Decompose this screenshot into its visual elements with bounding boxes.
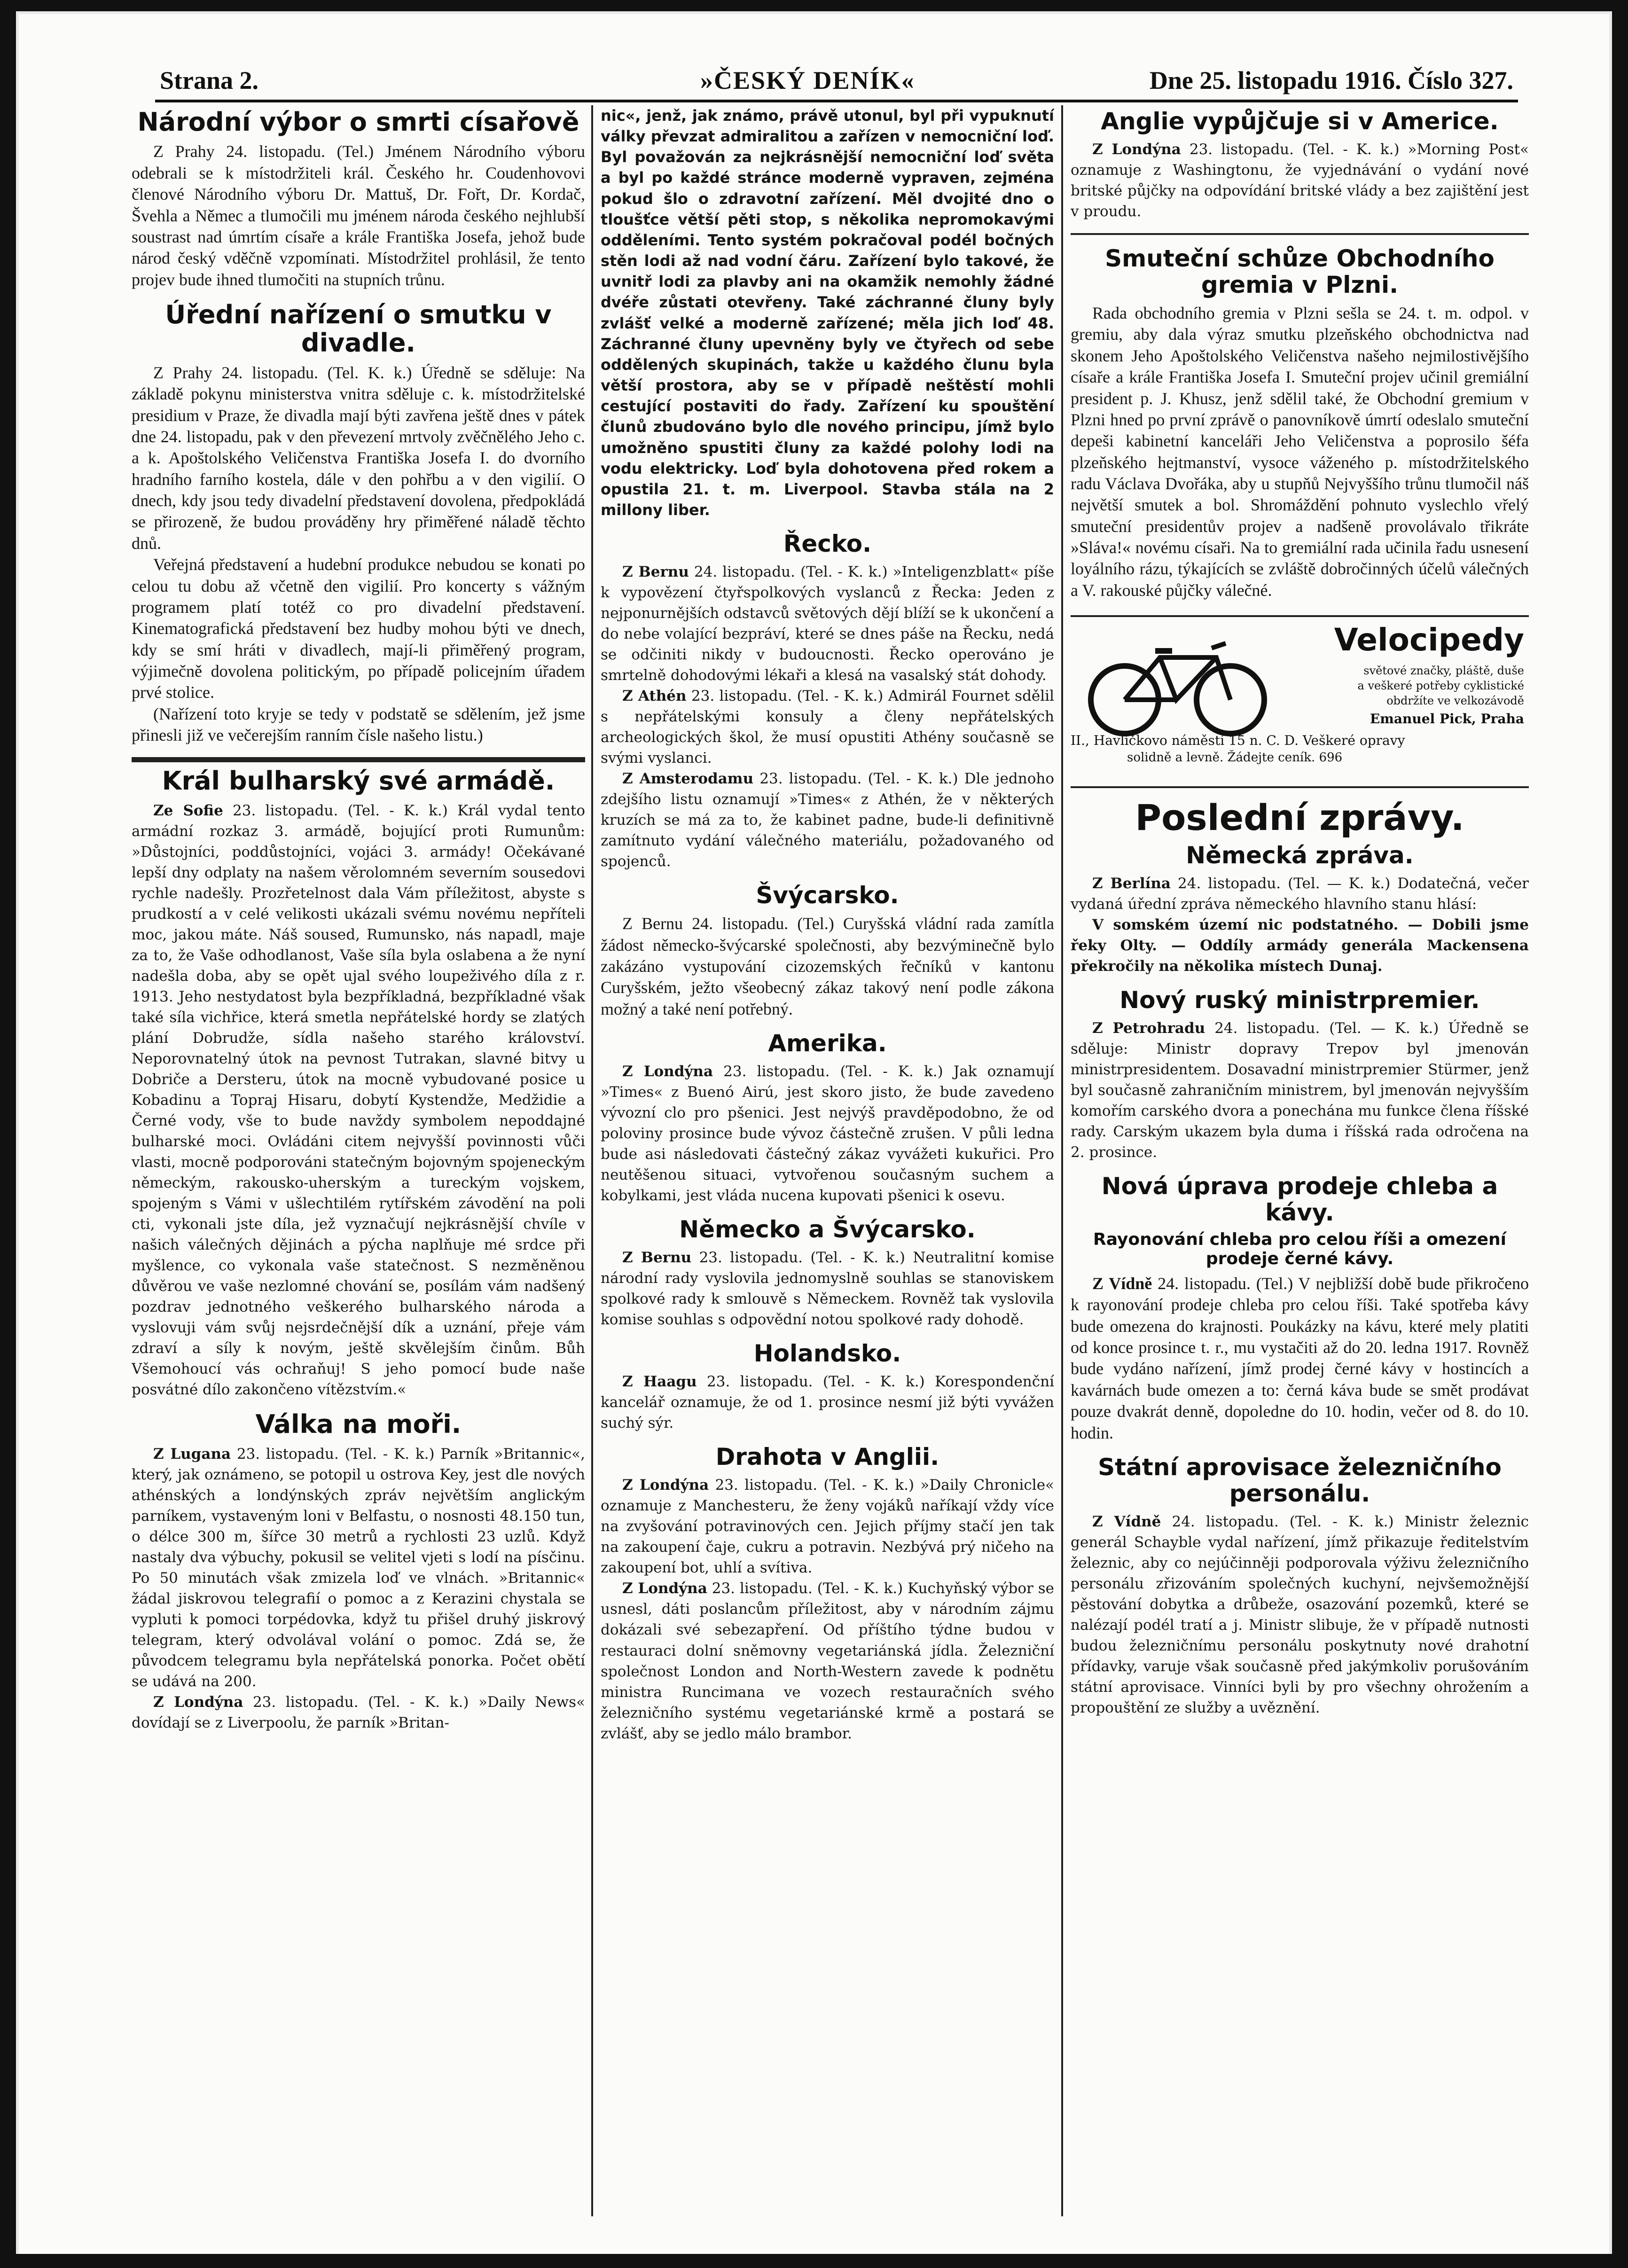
section-rule bbox=[132, 757, 585, 762]
dateline: Z Petrohradu bbox=[1092, 1020, 1205, 1037]
bicycle-icon bbox=[1080, 634, 1277, 737]
headline: Smuteční schůze Obchodního gremia v Plzni. bbox=[1105, 245, 1495, 299]
article-text: Ze Sofie 23. listopadu. (Tel. - K. k.) Král vydal tento armádní rozkaz 3. armádě, bojující proti Rumunům: »Důstojníci, poddůstojníci, vojáci 3. armády! Očekávané lepší dny odplaty na našem věrolomném severním sousedovi rychle nadešly. Prozřetelnost dala Vám příležitost, abyste s prudkostí a v celé velikosti ukázali svému novému nepříteli moc, jakou máte. Náš soused, Rumunsko, nás napadl, maje za to, že Vaše odhodlanost, Vaše síla byla oslabena a že nyní nadešla doba, aby se opět ujal svého loupeživého díla z r. 1913. Jeho nestydatost byla bezpříkladná, bezpříkladné však také síla vichřice, která smetla nepřátelské hordy se zlatých plání Dobrudže, sídla našeho starého království. Neporovnatelný útok na pevnost Tutrakan, slavné bitvy u Dobriče a Dersteru, útok na mocně vybudované posice u Kobadinu a Topraj Hisaru, dobytí Kystendže, Medžidie a Černé vody, vše to bude navždy symbolem nepoddajné bulharské moci. Ovládáni citem nejvyšší povinnosti vůči vlasti, mocně podporováni statečným bojovným spojeneckým německým, rakousko-uherským a tureckým vojskem, spojeným s Vámi v ušlechtilém rytířském závodění na poli cti, vykonali jste díla, jež vyznačují nejkrásnější chvíle v našich válečných dějinách a pýcha naplňuje mé srdce při myšlence, co vykonala vaše statečnost. S nezměněnou důvěrou ve vaše nezlomné chování se, posílám vám nadšený pozdrav jednotného veškerého bulharského národa a vyslovuji vám svůj nejsrdečnější dík a uznání, přeje vám zdraví a síly k novým, ještě skvělejším činům. Bůh Všemohoucí vás ochraňuj! S jeho pomocí bude naše posvátné dílo zakončeno vítězstvím.« bbox=[132, 802, 585, 1399]
article-text: Z Athén 23. listopadu. (Tel. - K. k.) Admirál Fournet sdělil s nepřátelskými konsuly a členy nepřátelských archeologických škol, že musí opustiti Athény současně se svými vyslanci. bbox=[601, 688, 1054, 767]
column-left bbox=[132, 105, 585, 2226]
ad-line: obdržíte ve velkozávodě bbox=[1386, 694, 1524, 708]
dateline: Z Haagu bbox=[622, 1373, 697, 1391]
article-national-committee bbox=[132, 108, 585, 290]
article-text: Z Londýna 23. listopadu. (Tel. - K. k.) Jak oznamují »Times« z Buenó Airú, jest skoro jisto, že bude zavedeno vývozní clo pro pšenici. Jest nejvýš pravděpodobno, že od poloviny prosince bude vývoz částečně zrušen. V půli ledna bude asi následovati částečný zákaz vyvážeti kukuřici. Pro neutěšenou situaci, vytvořenou současným suchem a kobylkami, jest vláda nucena kupovati pšenici k osevu. bbox=[601, 1063, 1054, 1204]
article-text: Z Bernu 24. listopadu. (Tel. - K. k.) »Inteligenzblatt« píše k vypovězení čtyřspolkových vyslanců z Řecka: Jeden z nejponurnějších odstavců světových dějí blíží se k ukončení a do nebe volající bezpráví, které se dnes páše na Řecku, nedá se odčiniti nikdy v budoucnosti. Řecko operováno je smrtelně dohodovými lékaři a klesá na vasalský stát dohody. bbox=[601, 563, 1054, 684]
page-number: Strana 2. bbox=[160, 66, 259, 94]
dateline: Z Londýna bbox=[622, 1063, 713, 1080]
ad-title: Velocipedy bbox=[1334, 622, 1524, 658]
headline: Švýcarsko. bbox=[756, 882, 899, 909]
article-text: Z Lugana 23. listopadu. (Tel. - K. k.) Parník »Britannic«, který, jak oznámeno, se potopil u ostrova Key, jest dle nových athénských a londýnských zpráv největším anglickým parníkem, vystaveným loni v Belfastu, o nosnosti 48.150 tun, o délce 300 m, šířce 30 metrů a rychlosti 23 uzlů. Když nastaly dva výbuchy, pokusil se velitel vjeti s lodí na písčinu. Po 50 minutách však zmizela loď ve vlnách. »Britannic« žádal jiskrovou telegrafií o pomoc a z Kerazini chystala se vypluti k pomoci torpédovka, když tu přišel druhý jiskrový telegram, který odvolával volání o pomoc. Zdá se, že původcem telegramu byla nepřátelská ponorka. Počet obětí se udává na 200. bbox=[132, 1445, 585, 1690]
article-text: Z Haagu 23. listopadu. (Tel. - K. k.) Korespondenční kancelář oznamuje, že od 1. prosince nesmí již býti vyvážen suchý sýr. bbox=[601, 1373, 1054, 1432]
masthead-rule bbox=[155, 100, 1518, 102]
dateline: Z Vídně bbox=[1092, 1274, 1152, 1293]
dateline: Z Athén bbox=[622, 688, 687, 705]
column-right bbox=[1071, 105, 1529, 2226]
ad-company: Emanuel Pick, Praha bbox=[1370, 711, 1524, 727]
ad-line: a veškeré potřeby cyklistické bbox=[1357, 679, 1524, 693]
article-text: Z Amsterodamu 23. listopadu. (Tel. - K. k.) Dle jednoho zdejšího listu oznamují »Times« z Athén, že v některých kruzích se má za to, že kabinet padne, bude-li definitivně zamítnuto vydání válečného materiálu, požadovaného od spojenců. bbox=[601, 770, 1054, 870]
headline: Král bulharský své armádě. bbox=[162, 766, 555, 796]
article-text: Z Berlína 24. listopadu. (Tel. — K. k.) Dodatečná, večer vydaná úřední zpráva německého hlavního stanu hlásí: bbox=[1071, 875, 1529, 913]
dateline: Ze Sofie bbox=[153, 802, 223, 819]
headline: Úřední nařízení o smutku v divadle. bbox=[165, 299, 552, 358]
headline: Holandsko. bbox=[753, 1340, 901, 1368]
dateline: Z Londýna bbox=[622, 1477, 709, 1494]
ad-line: solidně a levně. Žádejte ceník. 696 bbox=[1127, 751, 1343, 765]
article-text: Z Prahy 24. listopadu. (Tel. K. k.) Úředně se sděluje: Na základě pokynu ministerstva vnitra sděluje c. k. místodržitelské presidium v Praze, že divadla mají býti zavřena ještě dnes v pátek dne 24. listopadu, pak v den převezení mrtvoly zvěčnělého Jeho c. a k. Apoštolského Veličenstva Františka Josefa I. do dvorního hradního farního kostela, dále v den pohřbu a v den vigilií. O dnech, kdy jsou tedy divadelní představení dovolena, předpokládá se přirozeně, že budou prováděny hry přiměřené náladě těchto dnů. bbox=[132, 363, 585, 553]
headline: Anglie vypůjčuje si v Americe. bbox=[1101, 108, 1499, 135]
column-divider bbox=[1061, 105, 1063, 2216]
ad-address: II., Havlíčkovo náměstí 15 n. C. D. Veškeré opravy bbox=[1071, 733, 1405, 749]
article-text: Z Londýna 23. listopadu. (Tel. - K. k.) »Morning Post« oznamuje z Washingtonu, že vyjednávání o vydání nové britské půjčky na odpovídání britské vlády a bez zajištění jest v proudu. bbox=[1071, 141, 1529, 220]
article-america bbox=[601, 1030, 1054, 1206]
article-text: Z Bernu 24. listopadu. (Tel.) Curyšská vládní rada zamítla žádost německo-švýcarské společnosti, aby bezvýminečně bylo zakázáno vystupování cizozemských řečníků v kantonu Curyšském, ježto všeobecný zákaz takový není podle zákona možný a také není potřebný. bbox=[601, 914, 1054, 1018]
article-holland bbox=[601, 1340, 1054, 1433]
article-text: (Nařízení toto kryje se tedy v podstatě se sdělením, jež jsme přinesli již ve večerejším ranním čísle našeho listu.) bbox=[132, 704, 585, 745]
headline: Národní výbor o smrti císařově bbox=[137, 107, 579, 137]
article-german-report bbox=[1071, 842, 1529, 977]
subheadline: Rayonování chleba pro celou říši a omezení prodeje černé kávy. bbox=[1093, 1230, 1507, 1268]
article-bread-coffee bbox=[1071, 1173, 1529, 1444]
dateline: Z Londýna bbox=[1092, 141, 1181, 158]
headline: Německá zpráva. bbox=[1186, 842, 1414, 869]
dateline: Z Londýna bbox=[153, 1693, 243, 1711]
article-britannic-continued bbox=[601, 105, 1054, 520]
article-war-at-sea bbox=[132, 1410, 585, 1733]
article-text: Z Vídně 24. listopadu. (Tel. - K. k.) Ministr železnic generál Schayble vydal nařízení, jímž přikazuje ředitelstvím železnic, aby co nejúčinněji podporovala výživu železničního personálu zřizováním společných kuchyní, nejvšemožnější pěstování dobytka a drůbeže, osazování pozemků, které se nalézají podél tratí a j. Ministr slibuje, že v případě nutnosti budou železničnímu personálu poskytnuty nové drahotní přídavky, varuje však současně před jakýmkoliv porušováním státní aprovisace. Vinníci byli by pro všechny ohrožením a propouštění ze služby a uvěznění. bbox=[1071, 1513, 1529, 1717]
dateline: Z Londýna bbox=[622, 1580, 707, 1597]
article-text: Z Londýna 23. listopadu. (Tel. - K. k.) Kuchyňský výbor se usnesl, dáti poslancům příležitost, aby v národním zájmu dokázali své sebezapření. Od příštího týdne budou v restauraci dolní sněmovny vegetariánská jídla. Železniční společnost London and North-Western zavede k podnětu ministra Runcimana ve vozech restauračních svého železničního systému vegetariánské krmě a postará se zvlášť, aby se jedlo málo brambor. bbox=[601, 1580, 1054, 1742]
column-divider bbox=[591, 105, 593, 2216]
article-germany-switzerland bbox=[601, 1216, 1054, 1330]
article-bulgarian-king bbox=[132, 767, 585, 1400]
dateline: Z Bernu bbox=[622, 563, 689, 581]
headline: Německo a Švýcarsko. bbox=[679, 1216, 976, 1243]
section-rule bbox=[1071, 233, 1529, 235]
article-switzerland bbox=[601, 882, 1054, 1020]
article-text: Z Londýna 23. listopadu. (Tel. - K. k.) »Daily News« dovídají se z Liverpoolu, že parník »Britan- bbox=[132, 1693, 585, 1731]
headline: Řecko. bbox=[783, 530, 872, 558]
headline: Státní aprovisace železničního personálu. bbox=[1098, 1453, 1502, 1507]
dateline: Z Amsterodamu bbox=[622, 770, 754, 788]
column-middle bbox=[601, 105, 1054, 2226]
issue-date: Dne 25. listopadu 1916. Číslo 327. bbox=[1149, 66, 1513, 94]
section-title-latest-news: Poslední zprávy. bbox=[1135, 797, 1464, 839]
ad-line: světové značky, pláště, duše bbox=[1363, 664, 1524, 678]
masthead bbox=[160, 66, 1513, 99]
article-pilsen-gremium bbox=[1071, 245, 1529, 601]
dateline: Z Berlína bbox=[1092, 875, 1171, 892]
article-text: Z Vídně 24. listopadu. (Tel.) V nejbližší době bude přikročeno k rayonování prodeje chleba pro celou říši. Také spotřeba kávy bude omezena do krajnosti. Poukázky na kávu, které mely platiti od konce prosince t. r., mu vystačiti až do 20. ledna 1917. Rovněž bude vydáno nařízení, jímž prodej černé kávy v hostincích a kavárnách bude omezen a to: černá káva bude se smět prodávat pouze dvakrát denně, dopoledne do 10. hodin, večer od 8. do 10. hodin. bbox=[1071, 1274, 1529, 1442]
headline: Nová úprava prodeje chleba a kávy. bbox=[1101, 1173, 1498, 1227]
article-england-prices bbox=[601, 1444, 1054, 1744]
article-england-loan bbox=[1071, 108, 1529, 222]
dateline: Z Bernu bbox=[622, 1249, 692, 1267]
headline: Válka na moři. bbox=[255, 1409, 462, 1439]
newspaper-title: »ČESKÝ DENÍK« bbox=[700, 66, 915, 94]
article-russian-premier bbox=[1071, 987, 1529, 1163]
article-text: Veřejná představení a hudební produkce nebudou se konati po celou tu dobu až včetně den vigilií. Pro koncerty s vážným programem platí totéž co pro divadelní představení. Kinematografická představení bez hudby mohou býti ve dnech, kdy se smí hráti v divadlech, mají-li přiměřený program, výjimečně dovolena politickým, po případě policejním úřadem prvé stolice. bbox=[132, 555, 585, 702]
article-bold-text: V somském území nic podstatného. — Dobili jsme řeky Olty. — Oddíly armády generála Mackensena překročily na několika místech Dunaj. bbox=[1071, 916, 1529, 975]
article-greece bbox=[601, 531, 1054, 872]
headline: Amerika. bbox=[768, 1030, 887, 1057]
advertisement-bicycles bbox=[1071, 615, 1529, 788]
article-text: Z Petrohradu 24. listopadu. (Tel. — K. k.) Úředně se sděluje: Ministr dopravy Trepov byl jmenován ministrpresidentem. Dosavadní ministrpremier Stürmer, jenž byl současně zahraničním ministrem, byl jmenován nejvyšším komořím carského dvora a ponechána mu funkce člena říšské rady. Carským ukazem byla duma i říšská rada odročena na 2. prosince. bbox=[1071, 1020, 1529, 1161]
article-text: Z Londýna 23. listopadu. (Tel. - K. k.) »Daily Chronicle« oznamuje z Manchesteru, že ženy vojáků naříkají vždy více na zvyšování potravinových cen. Jejich příjmy stačí jen tak na zakoupení čaje, cukru a potravin. Nezbývá prý ničeho na zakoupení bot, uhlí a svítiva. bbox=[601, 1477, 1054, 1577]
headline: Nový ruský ministrpremier. bbox=[1119, 986, 1480, 1014]
article-text: Z Prahy 24. listopadu. (Tel.) Jménem Národního výboru odebrali se k místodržiteli král. Českého hr. Coudenhovovi členové Národního výboru Dr. Mattuš, Dr. Fořt, Dr. Kordač, Švehla a Němec a tlumočili mu jménem národa českého nejhlubší soustrast nad úmrtím císaře a krále Františka Josefa, jehož bude národ český vděčně vzpomínati. Místodržitel prohlásil, že tento projev bude ihned tlumočiti na stupních trůnu. bbox=[132, 142, 585, 289]
article-theatre-mourning bbox=[132, 301, 585, 746]
dateline: Z Vídně bbox=[1092, 1513, 1161, 1530]
headline: Drahota v Anglii. bbox=[715, 1443, 939, 1471]
dateline: Z Lugana bbox=[153, 1445, 231, 1462]
article-railway-provisions bbox=[1071, 1454, 1529, 1718]
article-text: Rada obchodního gremia v Plzni sešla se 24. t. m. odpol. v gremiu, aby dala výraz smutku plzeňského obchodnictva nad skonem Jeho Apoštolského Veličenstva našeho nejmilostivějšího císaře a krále Františka Josefa I. Smuteční projev učinil gremiální president p. J. Khusz, jenž sdělil také, že Obchodní gremium v Plzni hned po první zprávě o panovníkově úmrtí odeslalo smuteční depeši kabinetní kanceláři Jeho Veličenstva a poprosilo šéfa plzeňského hejtmanství, vysoce váženého p. místodržitelského radu Václava Dvořáka, aby u stupňů Nejvyššího trůnu tlumočil náš největší smutek a bol. Shromáždění pohnuto vyslechlo vřelý smuteční presidentův projev a nadšeně provolávalo třikráte »Sláva!« novému císaři. Na to gremiální rada učinila řadu usnesení loyálního rázu, týkajících se zvláště dobročinných účelů válečných a V. rakouské půjčky válečné. bbox=[1071, 304, 1529, 600]
article-text: Z Bernu 23. listopadu. (Tel. - K. k.) Neutralitní komise národní rady vyslovila jednomyslně souhlas se stanoviskem spolkové rady k smlouvě s Německem. Rovněž tak vyslovila komise souhlas s odpovědní notou spolkové rady dohodě. bbox=[601, 1249, 1054, 1329]
article-text: nic«, jenž, jak známo, právě utonul, byl při vypuknutí války převzat admiralitou a zařízen v nemocniční loď. Byl považován za nejkrásnější nemocniční loď světa a byl po každé stránce moderně vypraven, zejména pokud šlo o zdravotní zařízení. Měl dvojité dno o tloušťce větší pěti stop, s několika nepromokavými odděleními. Tento systém pokračoval podél bočných stěn lodi až nad vodní čáru. Zařízení bylo takové, že uvnitř lodi za plavby ani na okamžik nemohly žádné dvéře zůstati otevřeny. Také záchranné čluny byly zvlášť velké a moderně zařízené; měla jich loď 48. Záchranné čluny upevněny byly ve čtyřech od sebe oddělených skupinách, takže u každého člunu byla větší prostora, aby se v případě neštěstí mohli cestující postaviti do řady. Zařízení ku spouštění člunů zbudováno bylo dle nového principu, jímž bylo umožněno spustiti čluny za každé polohy lodi na vodu elektricky. Loď byla dohotovena před rokem a opustila 21. t. m. Liverpool. Stavba stála na 2 millony liber. bbox=[601, 107, 1054, 519]
